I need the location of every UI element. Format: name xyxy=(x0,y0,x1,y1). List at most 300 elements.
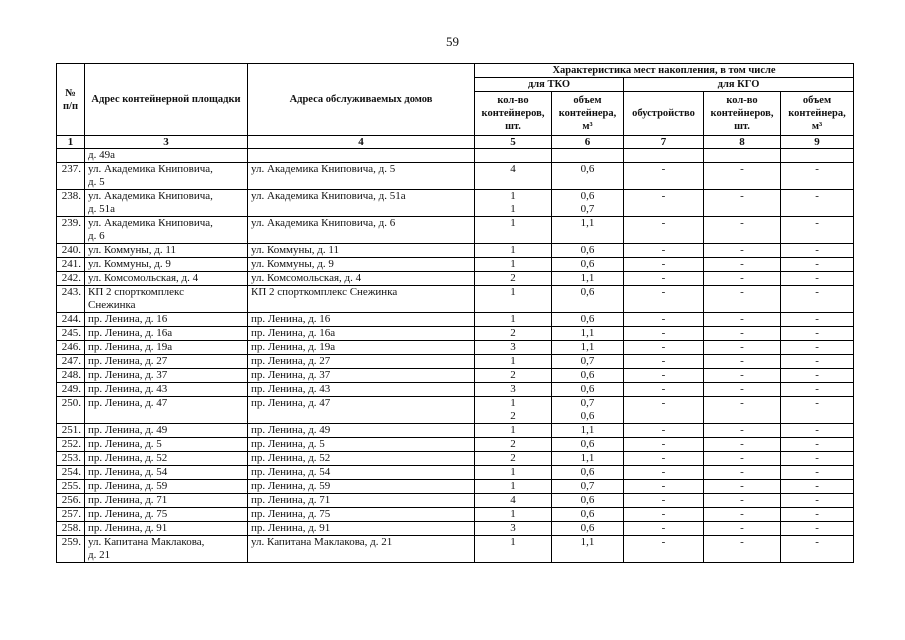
addr-line: пр. Ленина, д. 54 xyxy=(88,466,168,478)
tko-volume xyxy=(552,313,624,327)
row-number: 251. xyxy=(57,424,85,438)
vol-line: 0,6 xyxy=(580,190,595,202)
vol-line: 0,6 xyxy=(580,438,595,450)
tko-volume xyxy=(552,466,624,480)
kgo-count: - xyxy=(704,163,781,190)
continuation-row xyxy=(57,149,854,163)
count-line: 1 xyxy=(510,258,516,270)
addr-line: пр. Ленина, д. 47 xyxy=(88,397,168,409)
tko-count xyxy=(475,494,552,508)
tko-volume xyxy=(552,286,624,313)
row-number: 239. xyxy=(57,217,85,244)
row-number: 240. xyxy=(57,244,85,258)
vol-line: 1,1 xyxy=(580,424,595,436)
vol-line: 1,1 xyxy=(580,272,595,284)
tko-volume xyxy=(552,244,624,258)
site-address xyxy=(85,355,248,369)
count-line: 1 xyxy=(510,244,516,256)
row-number: 245. xyxy=(57,327,85,341)
site-address xyxy=(85,522,248,536)
table-row xyxy=(57,536,854,563)
table-row xyxy=(57,480,854,494)
site-address xyxy=(85,341,248,355)
tko-count xyxy=(475,163,552,190)
count-line: 1 xyxy=(510,190,516,202)
addr-line: ул. Комсомольская, д. 4 xyxy=(88,272,199,284)
arrangement-value: - xyxy=(624,355,704,369)
arrangement-value: - xyxy=(624,272,704,286)
site-address xyxy=(85,494,248,508)
table-row xyxy=(57,452,854,466)
site-address xyxy=(85,452,248,466)
table-row xyxy=(57,508,854,522)
count-line: 1 xyxy=(510,286,516,298)
continuation-address: д. 49а xyxy=(85,149,248,163)
kgo-volume: - xyxy=(781,327,854,341)
site-address xyxy=(85,327,248,341)
row-number: 248. xyxy=(57,369,85,383)
site-address xyxy=(85,163,248,190)
row-number: 249. xyxy=(57,383,85,397)
served-address: пр. Ленина, д. 75 xyxy=(248,508,475,522)
addr-line: КП 2 спорткомплекс xyxy=(88,286,184,298)
table-row xyxy=(57,438,854,452)
arrangement-value: - xyxy=(624,480,704,494)
kgo-count: - xyxy=(704,397,781,424)
arrangement-value: - xyxy=(624,258,704,272)
kgo-count: - xyxy=(704,355,781,369)
kgo-volume: - xyxy=(781,466,854,480)
site-address xyxy=(85,272,248,286)
tko-volume xyxy=(552,452,624,466)
table-row xyxy=(57,217,854,244)
kgo-volume: - xyxy=(781,369,854,383)
addr-line: д. 6 xyxy=(88,230,105,242)
kgo-count: - xyxy=(704,424,781,438)
served-address: пр. Ленина, д. 16 xyxy=(248,313,475,327)
vol-line: 0,6 xyxy=(580,369,595,381)
tko-volume xyxy=(552,258,624,272)
count-line: 1 xyxy=(510,217,516,229)
kgo-count: - xyxy=(704,217,781,244)
kgo-count: - xyxy=(704,383,781,397)
kgo-count: - xyxy=(704,272,781,286)
header-tko-count: кол-во контейнеров, шт. xyxy=(475,92,552,136)
arrangement-value: - xyxy=(624,397,704,424)
row-number: 252. xyxy=(57,438,85,452)
served-address: пр. Ленина, д. 54 xyxy=(248,466,475,480)
tko-count xyxy=(475,369,552,383)
tko-volume xyxy=(552,217,624,244)
vol-line: 0,7 xyxy=(580,480,595,492)
kgo-count: - xyxy=(704,258,781,272)
kgo-volume: - xyxy=(781,397,854,424)
row-number: 258. xyxy=(57,522,85,536)
addr-line: ул. Академика Книповича, xyxy=(88,190,213,202)
served-address: пр. Ленина, д. 16а xyxy=(248,327,475,341)
served-address: пр. Ленина, д. 37 xyxy=(248,369,475,383)
kgo-volume: - xyxy=(781,438,854,452)
addr-line: пр. Ленина, д. 91 xyxy=(88,522,168,534)
table-row xyxy=(57,286,854,313)
served-address: ул. Академика Книповича, д. 51а xyxy=(248,190,475,217)
row-number: 257. xyxy=(57,508,85,522)
tko-volume xyxy=(552,369,624,383)
count-line: 1 xyxy=(510,397,516,409)
tko-count xyxy=(475,424,552,438)
arrangement-value: - xyxy=(624,438,704,452)
tko-volume xyxy=(552,355,624,369)
column-number: 8 xyxy=(704,136,781,149)
row-number: 247. xyxy=(57,355,85,369)
kgo-volume: - xyxy=(781,508,854,522)
tko-count xyxy=(475,190,552,217)
kgo-count: - xyxy=(704,190,781,217)
count-line: 2 xyxy=(510,272,516,284)
vol-line: 0,6 xyxy=(580,286,595,298)
arrangement-value: - xyxy=(624,313,704,327)
column-number: 1 xyxy=(57,136,85,149)
kgo-volume: - xyxy=(781,452,854,466)
site-address xyxy=(85,508,248,522)
table-row xyxy=(57,424,854,438)
vol-line: 0,6 xyxy=(580,508,595,520)
row-number: 250. xyxy=(57,397,85,424)
kgo-volume: - xyxy=(781,522,854,536)
tko-volume xyxy=(552,536,624,563)
count-line: 1 xyxy=(510,355,516,367)
addr-line: пр. Ленина, д. 16 xyxy=(88,313,168,325)
tko-count xyxy=(475,313,552,327)
count-line: 1 xyxy=(510,203,516,215)
tko-volume xyxy=(552,438,624,452)
row-number: 256. xyxy=(57,494,85,508)
arrangement-value: - xyxy=(624,369,704,383)
addr-line: ул. Академика Книповича, xyxy=(88,163,213,175)
row-number: 254. xyxy=(57,466,85,480)
served-address: ул. Коммуны, д. 11 xyxy=(248,244,475,258)
served-address: ул. Академика Книповича, д. 5 xyxy=(248,163,475,190)
arrangement-value: - xyxy=(624,424,704,438)
addr-line: пр. Ленина, д. 27 xyxy=(88,355,168,367)
served-address: ул. Академика Книповича, д. 6 xyxy=(248,217,475,244)
count-line: 2 xyxy=(510,452,516,464)
addr-line: д. 21 xyxy=(88,549,111,561)
table-row xyxy=(57,244,854,258)
kgo-count: - xyxy=(704,522,781,536)
table-row xyxy=(57,163,854,190)
served-address: пр. Ленина, д. 52 xyxy=(248,452,475,466)
addr-line: пр. Ленина, д. 49 xyxy=(88,424,168,436)
addr-line: ул. Коммуны, д. 11 xyxy=(88,244,176,256)
served-address: пр. Ленина, д. 43 xyxy=(248,383,475,397)
site-address xyxy=(85,190,248,217)
served-address: пр. Ленина, д. 19а xyxy=(248,341,475,355)
vol-line: 1,1 xyxy=(580,217,595,229)
vol-line: 0,7 xyxy=(580,203,595,215)
table-row xyxy=(57,190,854,217)
header-kgo-count: кол-во контейнеров, шт. xyxy=(704,92,781,136)
kgo-count: - xyxy=(704,452,781,466)
addr-line: пр. Ленина, д. 75 xyxy=(88,508,168,520)
kgo-volume: - xyxy=(781,383,854,397)
vol-line: 0,6 xyxy=(580,410,595,422)
count-line: 4 xyxy=(510,494,516,506)
header-address: Адрес контейнерной площадки xyxy=(85,64,248,136)
arrangement-value: - xyxy=(624,508,704,522)
tko-volume xyxy=(552,341,624,355)
site-address xyxy=(85,424,248,438)
tko-count xyxy=(475,244,552,258)
tko-count xyxy=(475,536,552,563)
vol-line: 0,6 xyxy=(580,522,595,534)
addr-line: ул. Академика Книповича, xyxy=(88,217,213,229)
addr-line: пр. Ленина, д. 16а xyxy=(88,327,173,339)
vol-line: 0,6 xyxy=(580,494,595,506)
vol-line: 1,1 xyxy=(580,452,595,464)
count-line: 3 xyxy=(510,522,516,534)
vol-line: 0,6 xyxy=(580,466,595,478)
table-row xyxy=(57,327,854,341)
row-number: 244. xyxy=(57,313,85,327)
kgo-volume: - xyxy=(781,494,854,508)
site-address xyxy=(85,397,248,424)
kgo-count: - xyxy=(704,244,781,258)
vol-line: 0,7 xyxy=(580,355,595,367)
header-served: Адреса обслуживаемых домов xyxy=(248,64,475,136)
tko-volume xyxy=(552,397,624,424)
site-address xyxy=(85,244,248,258)
vol-line: 1,1 xyxy=(580,536,595,548)
header-tko: для ТКО xyxy=(475,78,624,92)
tko-count xyxy=(475,272,552,286)
table-row xyxy=(57,313,854,327)
count-line: 1 xyxy=(510,508,516,520)
tko-count xyxy=(475,258,552,272)
count-line: 2 xyxy=(510,410,516,422)
row-number: 237. xyxy=(57,163,85,190)
site-address xyxy=(85,286,248,313)
tko-volume xyxy=(552,480,624,494)
served-address: пр. Ленина, д. 71 xyxy=(248,494,475,508)
arrangement-value: - xyxy=(624,494,704,508)
arrangement-value: - xyxy=(624,536,704,563)
arrangement-value: - xyxy=(624,452,704,466)
count-line: 1 xyxy=(510,424,516,436)
vol-line: 1,1 xyxy=(580,341,595,353)
header-tko-volume: объем контейнера, м³ xyxy=(552,92,624,136)
kgo-count: - xyxy=(704,369,781,383)
column-number: 4 xyxy=(248,136,475,149)
arrangement-value: - xyxy=(624,286,704,313)
column-number: 5 xyxy=(475,136,552,149)
container-sites-table xyxy=(56,63,854,563)
table-row xyxy=(57,272,854,286)
row-number: 242. xyxy=(57,272,85,286)
row-number: 259. xyxy=(57,536,85,563)
addr-line: пр. Ленина, д. 59 xyxy=(88,480,168,492)
kgo-volume: - xyxy=(781,341,854,355)
table-row xyxy=(57,369,854,383)
kgo-volume: - xyxy=(781,313,854,327)
count-line: 2 xyxy=(510,438,516,450)
tko-count xyxy=(475,383,552,397)
header-characteristics: Характеристика мест накопления, в том числе xyxy=(475,64,854,78)
row-number: 253. xyxy=(57,452,85,466)
served-address: ул. Капитана Маклакова, д. 21 xyxy=(248,536,475,563)
table-row xyxy=(57,355,854,369)
header-arrangement: обустройство xyxy=(624,92,704,136)
arrangement-value: - xyxy=(624,466,704,480)
tko-count xyxy=(475,397,552,424)
addr-line: пр. Ленина, д. 71 xyxy=(88,494,168,506)
table-row xyxy=(57,258,854,272)
site-address xyxy=(85,383,248,397)
site-address xyxy=(85,536,248,563)
tko-volume xyxy=(552,327,624,341)
column-number: 3 xyxy=(85,136,248,149)
column-number: 6 xyxy=(552,136,624,149)
count-line: 1 xyxy=(510,313,516,325)
tko-volume xyxy=(552,383,624,397)
addr-line: пр. Ленина, д. 5 xyxy=(88,438,162,450)
addr-line: ул. Капитана Маклакова, xyxy=(88,536,205,548)
table-row xyxy=(57,341,854,355)
header-num: № п/п xyxy=(57,64,85,136)
count-line: 1 xyxy=(510,536,516,548)
kgo-count: - xyxy=(704,313,781,327)
tko-count xyxy=(475,217,552,244)
arrangement-value: - xyxy=(624,383,704,397)
kgo-count: - xyxy=(704,480,781,494)
count-line: 3 xyxy=(510,383,516,395)
vol-line: 0,6 xyxy=(580,258,595,270)
row-number: 243. xyxy=(57,286,85,313)
served-address: пр. Ленина, д. 49 xyxy=(248,424,475,438)
served-address: ул. Комсомольская, д. 4 xyxy=(248,272,475,286)
tko-volume xyxy=(552,508,624,522)
kgo-volume: - xyxy=(781,244,854,258)
row-number: 241. xyxy=(57,258,85,272)
vol-line: 0,6 xyxy=(580,383,595,395)
vol-line: 1,1 xyxy=(580,327,595,339)
kgo-count: - xyxy=(704,341,781,355)
table-row xyxy=(57,397,854,424)
vol-line: 0,6 xyxy=(580,163,595,175)
site-address xyxy=(85,369,248,383)
kgo-count: - xyxy=(704,508,781,522)
arrangement-value: - xyxy=(624,522,704,536)
kgo-count: - xyxy=(704,438,781,452)
count-line: 2 xyxy=(510,327,516,339)
tko-count xyxy=(475,341,552,355)
served-address: пр. Ленина, д. 91 xyxy=(248,522,475,536)
tko-count xyxy=(475,522,552,536)
tko-volume xyxy=(552,163,624,190)
site-address xyxy=(85,438,248,452)
served-address: пр. Ленина, д. 47 xyxy=(248,397,475,424)
addr-line: Снежинка xyxy=(88,299,136,311)
header-kgo-volume: объем контейнера, м³ xyxy=(781,92,854,136)
arrangement-value: - xyxy=(624,217,704,244)
row-number: 246. xyxy=(57,341,85,355)
served-address: пр. Ленина, д. 5 xyxy=(248,438,475,452)
site-address xyxy=(85,258,248,272)
addr-line: пр. Ленина, д. 43 xyxy=(88,383,168,395)
served-address: пр. Ленина, д. 59 xyxy=(248,480,475,494)
kgo-volume: - xyxy=(781,190,854,217)
kgo-count: - xyxy=(704,536,781,563)
addr-line: д. 5 xyxy=(88,176,105,188)
arrangement-value: - xyxy=(624,341,704,355)
kgo-volume: - xyxy=(781,217,854,244)
table-row xyxy=(57,383,854,397)
tko-volume xyxy=(552,494,624,508)
vol-line: 0,7 xyxy=(580,397,595,409)
tko-volume xyxy=(552,190,624,217)
addr-line: ул. Коммуны, д. 9 xyxy=(88,258,171,270)
count-line: 3 xyxy=(510,341,516,353)
kgo-count: - xyxy=(704,494,781,508)
kgo-volume: - xyxy=(781,163,854,190)
served-address: КП 2 спорткомплекс Снежинка xyxy=(248,286,475,313)
column-number-row xyxy=(57,136,854,149)
addr-line: пр. Ленина, д. 52 xyxy=(88,452,168,464)
site-address xyxy=(85,466,248,480)
row-number: 255. xyxy=(57,480,85,494)
kgo-volume: - xyxy=(781,424,854,438)
tko-count xyxy=(475,327,552,341)
kgo-volume: - xyxy=(781,272,854,286)
kgo-volume: - xyxy=(781,480,854,494)
kgo-volume: - xyxy=(781,355,854,369)
table-row xyxy=(57,494,854,508)
count-line: 2 xyxy=(510,369,516,381)
arrangement-value: - xyxy=(624,327,704,341)
site-address xyxy=(85,217,248,244)
tko-count xyxy=(475,355,552,369)
served-address: пр. Ленина, д. 27 xyxy=(248,355,475,369)
vol-line: 0,6 xyxy=(580,313,595,325)
site-address xyxy=(85,480,248,494)
served-address: ул. Коммуны, д. 9 xyxy=(248,258,475,272)
kgo-count: - xyxy=(704,327,781,341)
arrangement-value: - xyxy=(624,190,704,217)
tko-count xyxy=(475,466,552,480)
table-row xyxy=(57,522,854,536)
kgo-volume: - xyxy=(781,258,854,272)
tko-count xyxy=(475,286,552,313)
count-line: 1 xyxy=(510,466,516,478)
kgo-count: - xyxy=(704,286,781,313)
kgo-volume: - xyxy=(781,286,854,313)
arrangement-value: - xyxy=(624,244,704,258)
column-number: 7 xyxy=(624,136,704,149)
tko-volume xyxy=(552,522,624,536)
row-number: 238. xyxy=(57,190,85,217)
site-address xyxy=(85,313,248,327)
page-number: 59 xyxy=(446,34,459,49)
tko-volume xyxy=(552,272,624,286)
tko-count xyxy=(475,508,552,522)
addr-line: д. 51а xyxy=(88,203,115,215)
tko-count xyxy=(475,438,552,452)
count-line: 4 xyxy=(510,163,516,175)
kgo-count: - xyxy=(704,466,781,480)
addr-line: пр. Ленина, д. 37 xyxy=(88,369,168,381)
tko-count xyxy=(475,452,552,466)
column-number: 9 xyxy=(781,136,854,149)
